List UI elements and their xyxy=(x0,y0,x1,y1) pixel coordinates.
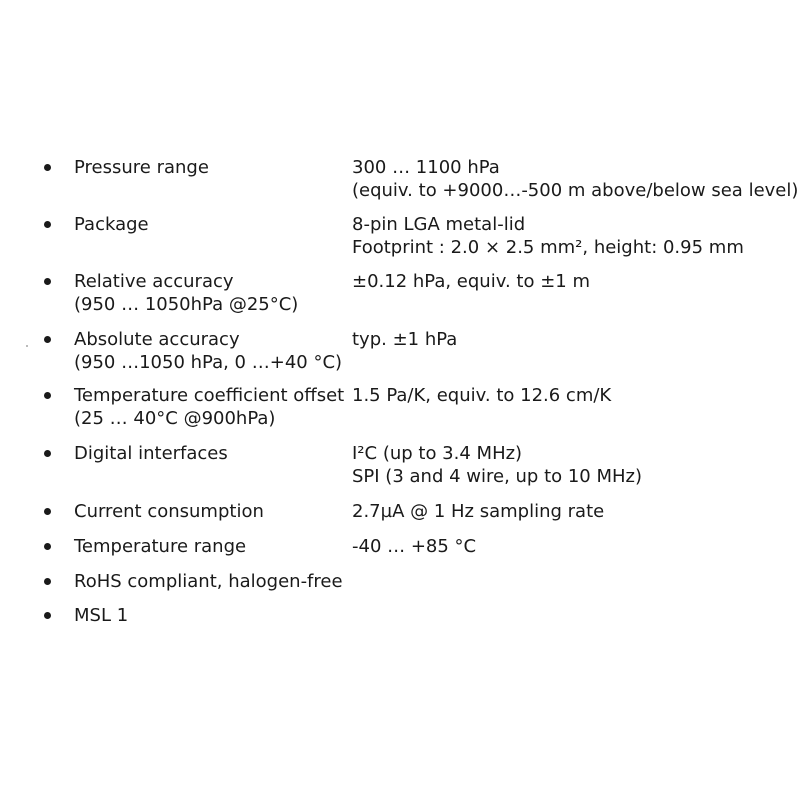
spec-label-line: Pressure range xyxy=(74,157,209,178)
spec-label-line: Temperature coefficient offset xyxy=(74,385,345,406)
spec-label xyxy=(74,604,349,627)
spec-label xyxy=(74,442,349,465)
spec-value xyxy=(352,384,792,407)
bullet-icon xyxy=(44,336,51,343)
bullet-icon xyxy=(44,221,51,228)
spec-label xyxy=(74,500,349,523)
spec-value xyxy=(352,535,792,558)
spec-label xyxy=(74,384,349,430)
spec-label-line: (25 … 40°C @900hPa) xyxy=(74,408,276,429)
spec-value-line: 8-pin LGA metal-lid xyxy=(352,214,526,235)
spec-value xyxy=(352,442,792,488)
spec-value xyxy=(352,213,792,259)
spec-label-line: Temperature range xyxy=(74,536,247,557)
spec-value-line: 1.5 Pa/K, equiv. to 12.6 cm/K xyxy=(352,385,612,406)
spec-value xyxy=(352,156,799,202)
spec-label-line: MSL 1 xyxy=(74,605,129,626)
spec-label-line: (950 …1050 hPa, 0 …+40 °C) xyxy=(74,352,343,373)
spec-label-line: Package xyxy=(74,214,149,235)
bullet-icon xyxy=(44,164,51,171)
spec-value-line: I²C (up to 3.4 MHz) xyxy=(352,443,523,464)
spec-value-line: 2.7µA @ 1 Hz sampling rate xyxy=(352,501,605,522)
spec-label-line: Current consumption xyxy=(74,501,264,522)
spec-label-line: Relative accuracy xyxy=(74,271,234,292)
spec-label xyxy=(74,570,349,593)
spec-label xyxy=(74,535,349,558)
spec-value-line: ±0.12 hPa, equiv. to ±1 m xyxy=(352,271,590,292)
spec-value-line: -40 … +85 °C xyxy=(352,536,477,557)
bullet-icon xyxy=(44,578,51,585)
spec-label-line: Digital interfaces xyxy=(74,443,228,464)
spec-value-line: Footprint : 2.0 × 2.5 mm², height: 0.95 mm xyxy=(352,237,744,258)
bullet-icon xyxy=(44,508,51,515)
spec-value-line: typ. ±1 hPa xyxy=(352,329,458,350)
spec-value xyxy=(352,500,792,523)
spec-label xyxy=(74,328,349,374)
bullet-icon xyxy=(44,612,51,619)
spec-value xyxy=(352,270,792,293)
spec-label xyxy=(74,213,349,236)
bullet-icon xyxy=(44,450,51,457)
spec-value xyxy=(352,328,792,351)
spec-label-line: RoHS compliant, halogen-free xyxy=(74,571,343,592)
spec-value-line: SPI (3 and 4 wire, up to 10 MHz) xyxy=(352,466,643,487)
spec-label xyxy=(74,156,349,179)
stray-mark xyxy=(26,345,28,347)
spec-label-line: Absolute accuracy xyxy=(74,329,240,350)
spec-value-line: (equiv. to +9000…-500 m above/below sea level) xyxy=(352,180,799,201)
spec-value-line: 300 … 1100 hPa xyxy=(352,157,500,178)
bullet-icon xyxy=(44,278,51,285)
spec-label xyxy=(74,270,349,316)
bullet-icon xyxy=(44,543,51,550)
spec-label-line: (950 … 1050hPa @25°C) xyxy=(74,294,299,315)
bullet-icon xyxy=(44,392,51,399)
